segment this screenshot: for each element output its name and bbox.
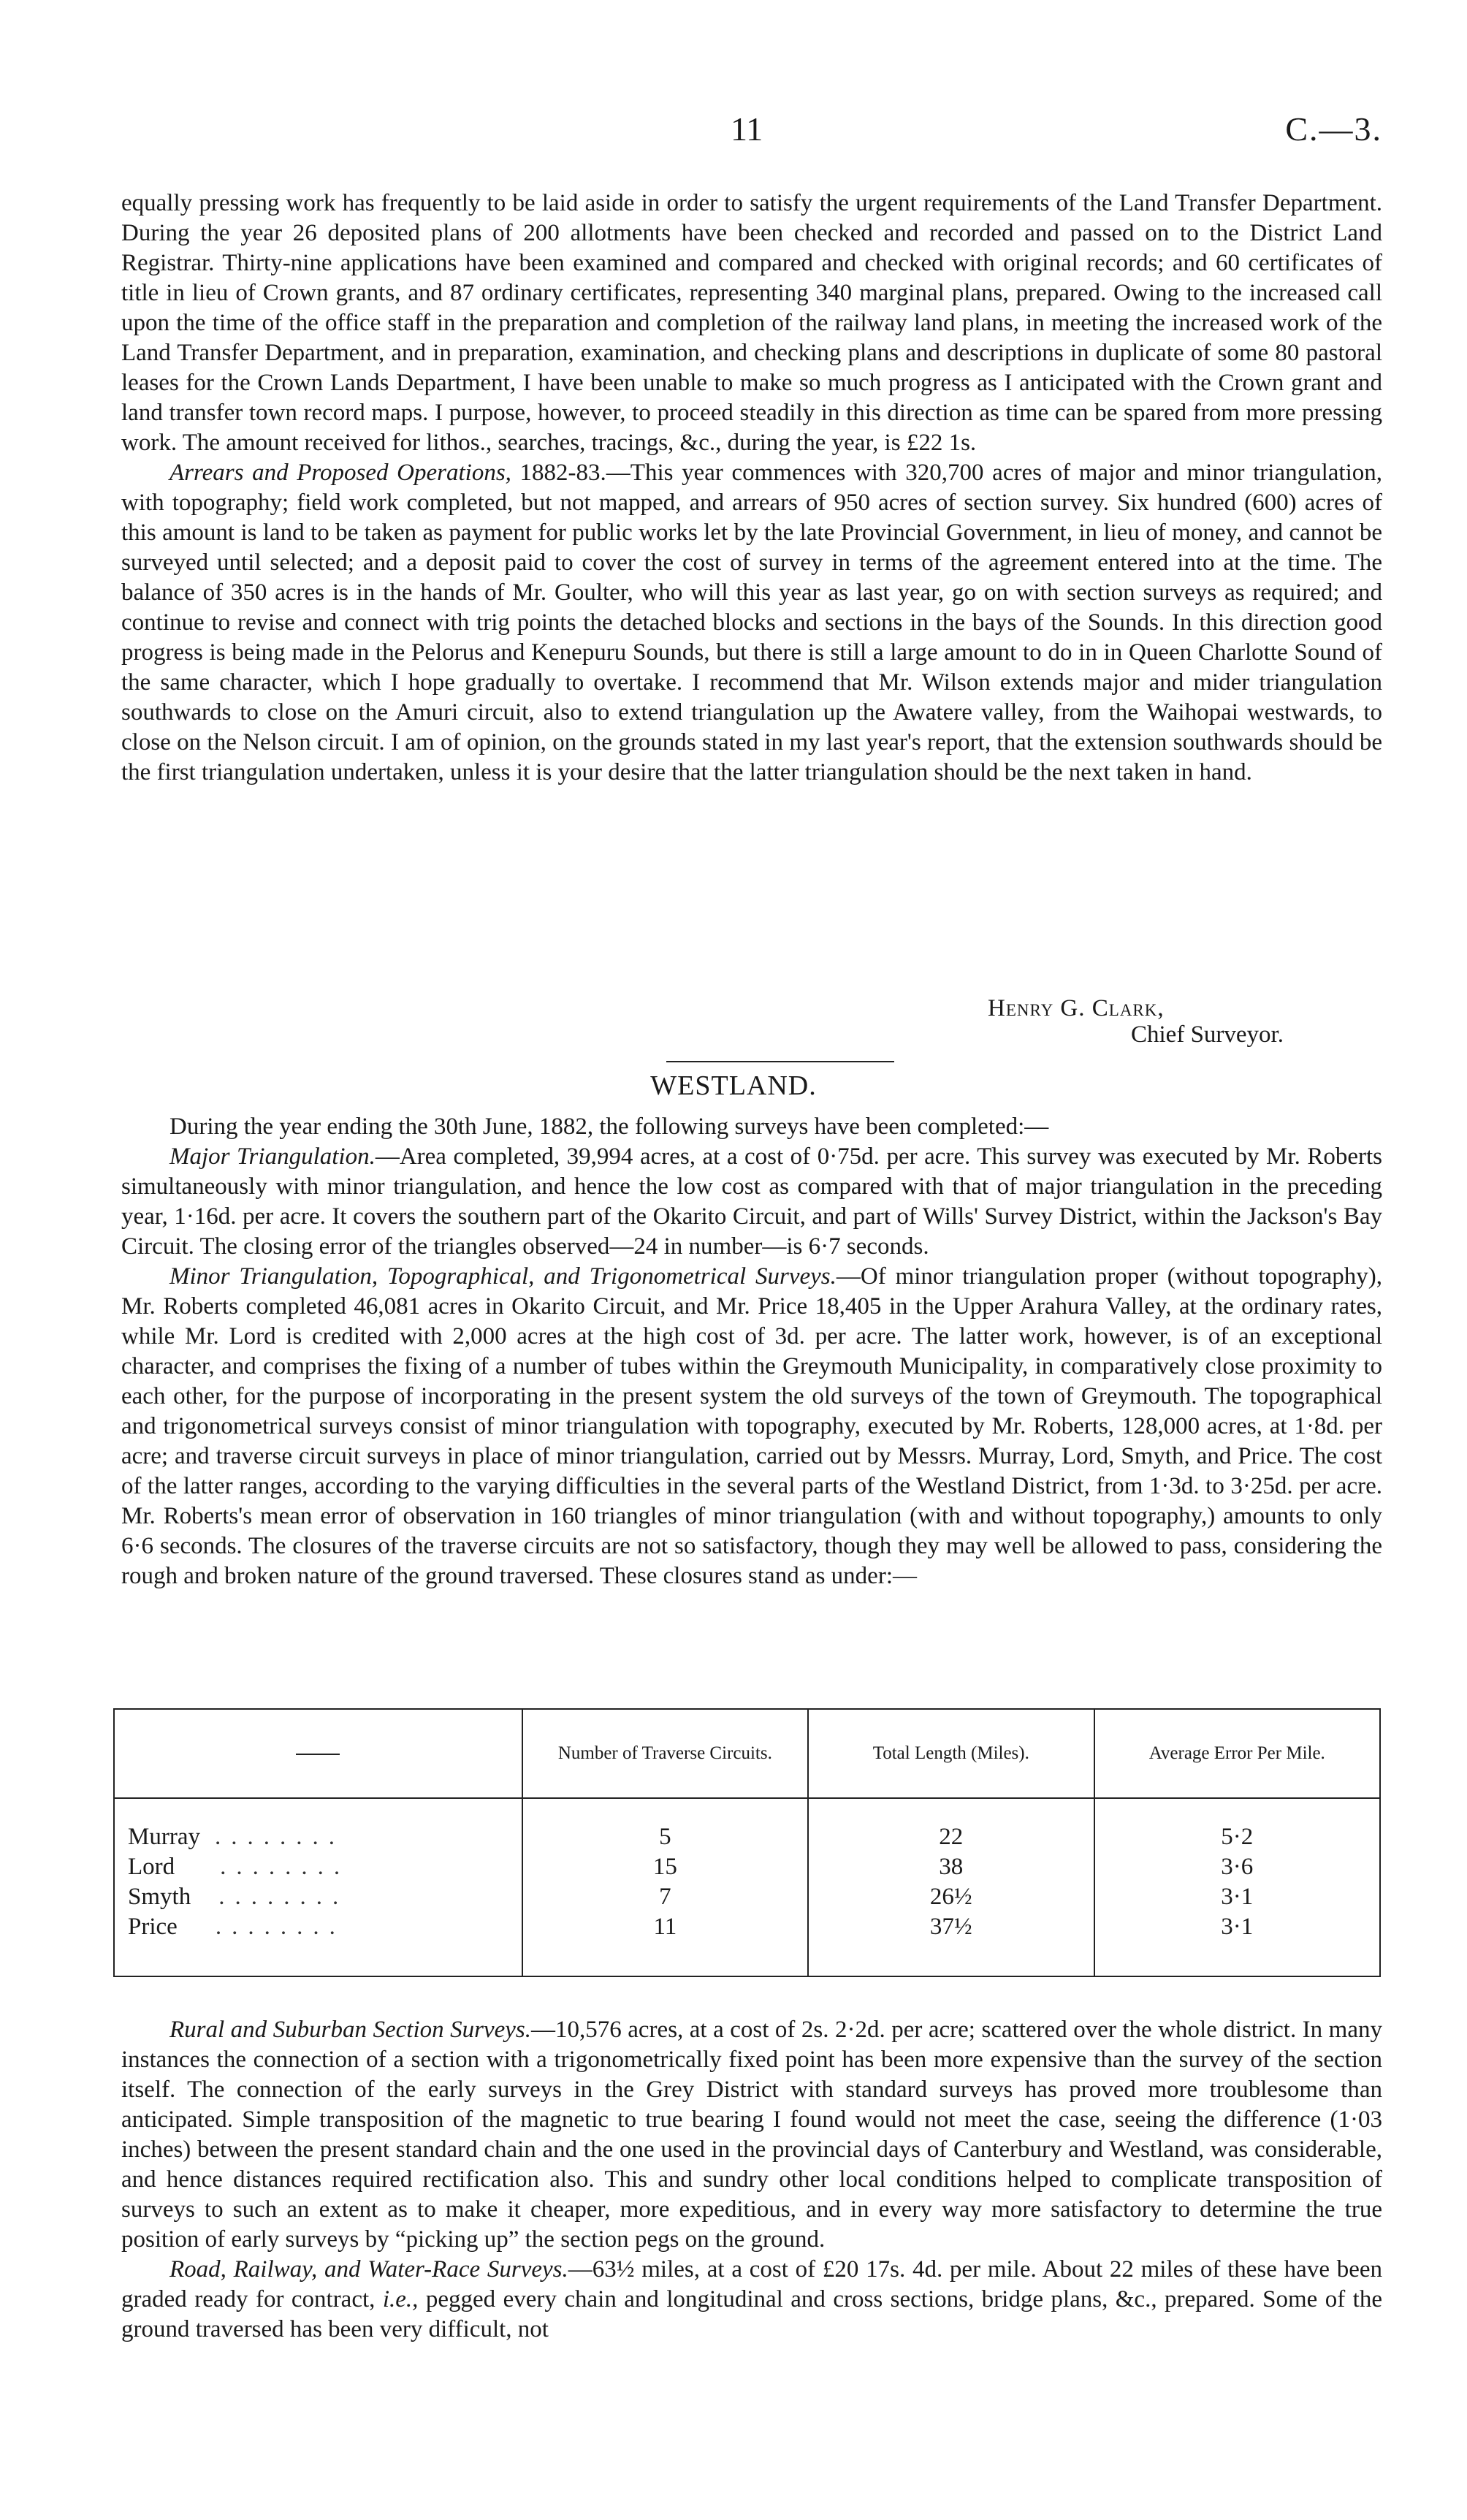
table-header-row xyxy=(114,1709,1380,1798)
error-cell: 3·6 xyxy=(1094,1852,1380,1882)
arrears-text: 1882-83.—This year commences with 320,700 acres of major and minor triangulation, with topography; field work completed, but not mapped, and arrears of 950 acres of section survey. Six hundred (600) acres of this amount is land to be taken as payment for public works let by the late Provincial Government, in lieu of money, and cannot be surveyed until selected; and a deposit paid to cover the cost of survey in terms of the agreement entered into at the time. The balance of 350 acres is in the hands of Mr. Goulter, who will this year as last year, go on with section surveys as required; and continue to revise and connect with trig points the detached blocks and sections in the bays of the Sounds. In this direction good progress is being made in the Pelorus and Kenepuru Sounds, but there is still a large amount to do in in Queen Charlotte Sound of the same character, which I hope gradually to overtake. I recommend that Mr. Wilson extends major and mider triangulation southwards to close on the Amuri circuit, also to extend triangulation up the Awatere valley, from the Waihopai westwards, to close on the Nelson circuit. I am of opinion, on the grounds stated in my last year's report, that the extension southwards should be the first triangulation undertaken, unless it is your desire that the latter triangulation should be the next taken in hand. xyxy=(121,460,1382,785)
arrears-paragraph xyxy=(121,458,1382,788)
table-header-circuits: Number of Traverse Circuits. xyxy=(522,1709,808,1798)
length-cell: 22 xyxy=(808,1822,1094,1852)
minor-heading: Minor Triangulation, Topographical, and Trigonometrical Surveys. xyxy=(169,1263,837,1290)
leader-dots: ........ xyxy=(220,1854,351,1880)
signature-title: Chief Surveyor. xyxy=(1131,1021,1284,1048)
section-divider xyxy=(666,1061,894,1062)
road-text-a: —63½ miles, at a cost of £20 17s. 4d. per mile. About 22 miles of these have been graded ready for contract, xyxy=(121,2256,1383,2312)
page-number: 11 xyxy=(731,110,763,148)
table-row xyxy=(114,1822,1380,1852)
length-cell: 38 xyxy=(808,1852,1094,1882)
error-cell: 3·1 xyxy=(1094,1912,1380,1976)
table-header-error: Average Error Per Mile. xyxy=(1094,1709,1380,1798)
body-text-lower xyxy=(121,2015,1382,2345)
table-row xyxy=(114,1912,1380,1976)
surveyor-name: Lord xyxy=(128,1854,175,1880)
road-heading: Road, Railway, and Water-Race Surveys. xyxy=(169,2256,568,2283)
body-text-upper xyxy=(121,189,1382,788)
circuits-cell: 15 xyxy=(522,1852,808,1882)
road-text-ie: i.e., xyxy=(382,2286,419,2312)
rural-text: —10,576 acres, at a cost of 2s. 2·2d. per acre; scattered over the whole district. In many instances the connection of a section with a trigonometrically fixed point has been more expensive than the survey of the section itself. The connection of the early surveys in the Grey District with standard surveys has proved more troublesome than anticipated. Simple transposition of the magnetic to true bearing I found would not meet the case, seeing the difference (1·03 inches) between the present standard chain and the one used in the provincial days of Canterbury and Westland, was considerable, and hence distances required rectification also. This and sundry other local conditions helped to complicate transposition of surveys to such an extent as to make it cheaper, more expeditious, and in every way more satisfactory to determine the true position of early surveys by “picking up” the section pegs on the ground. xyxy=(121,2017,1382,2253)
error-cell: 3·1 xyxy=(1094,1882,1380,1912)
arrears-heading: Arrears and Proposed Operations, xyxy=(169,460,511,486)
rural-heading: Rural and Suburban Section Surveys. xyxy=(169,2017,532,2043)
length-cell: 26½ xyxy=(808,1882,1094,1912)
westland-opening: During the year ending the 30th June, 1882, the following surveys have been completed:— xyxy=(169,1114,1049,1140)
leader-dots: ........ xyxy=(215,1914,346,1940)
table-header-blank xyxy=(114,1709,522,1798)
surveyor-name: Smyth xyxy=(128,1884,191,1910)
major-text: —Area completed, 39,994 acres, at a cost of 0·75d. per acre. This survey was executed by Mr. Roberts simultaneously with minor triangulation, and hence the low cost as compared with that of major triangulation in the preceding year, 1·16d. per acre. It covers the southern part of the Okarito Circuit, and part of Wills' Survey District, within the Jackson's Bay Circuit. The closing error of the triangles observed—24 in number—is 6·7 seconds. xyxy=(121,1143,1382,1260)
traverse-closures-table xyxy=(113,1708,1381,1977)
surveyor-name: Price xyxy=(128,1914,178,1940)
circuits-cell: 7 xyxy=(522,1882,808,1912)
table-row xyxy=(114,1882,1380,1912)
minor-triangulation-paragraph xyxy=(121,1262,1382,1591)
major-triangulation-paragraph xyxy=(121,1142,1382,1262)
circuits-cell: 11 xyxy=(522,1912,808,1976)
signature-name: Henry G. Clark, xyxy=(988,995,1165,1021)
road-text-b: pegged every chain and longitudinal and cross sections, bridge plans, &c., prepared. Some of the ground traversed has been very difficult, not xyxy=(121,2286,1383,2342)
leader-dots: ........ xyxy=(218,1884,349,1910)
error-cell: 5·2 xyxy=(1094,1822,1380,1852)
surveyor-name: Murray xyxy=(128,1824,200,1850)
circuits-cell: 5 xyxy=(522,1822,808,1852)
westland-heading: WESTLAND. xyxy=(650,1070,817,1101)
page-header xyxy=(0,110,1467,153)
body-text-westland xyxy=(121,1112,1382,1591)
table-header-length: Total Length (Miles). xyxy=(808,1709,1094,1798)
table-row xyxy=(114,1852,1380,1882)
intro-paragraph: equally pressing work has frequently to be laid aside in order to satisfy the urgent requirements of the Land Transfer Department. During the year 26 deposited plans of 200 allotments have been checked and recorded and passed on to the District Land Registrar. Thirty-nine applications have been examined and compared and checked with original records; and 60 certificates of title in lieu of Crown grants, and 87 ordinary certificates, representing 340 marginal plans, prepared. Owing to the increased call upon the time of the office staff in the preparation and completion of the railway land plans, in meeting the increased work of the Land Transfer Department, and in preparation, examination, and checking plans and descriptions in duplicate of some 80 pastoral leases for the Crown Lands Department, I have been unable to make so much progress as I anticipated with the Crown grant and land transfer town record maps. I purpose, however, to proceed steadily in this direction as time can be spared from more pressing work. The amount received for lithos., searches, tracings, &c., during the year, is £22 1s. xyxy=(121,190,1382,456)
document-code: C.—3. xyxy=(1285,110,1382,148)
leader-dots: ........ xyxy=(214,1824,345,1850)
road-paragraph xyxy=(121,2255,1382,2345)
table-spacer-row xyxy=(114,1798,1380,1822)
major-heading: Major Triangulation. xyxy=(169,1143,376,1170)
length-cell: 37½ xyxy=(808,1912,1094,1976)
header-dash xyxy=(296,1754,340,1755)
minor-text: —Of minor triangulation proper (without topography), Mr. Roberts completed 46,081 acres in Okarito Circuit, and Mr. Price 18,405 in the Upper Arahura Valley, at the ordinary rates, while Mr. Lord is credited with 2,000 acres at the high cost of 3d. per acre. The latter work, however, is of an exceptional character, and comprises the fixing of a number of tubes within the Greymouth Municipality, in comparatively close proximity to each other, for the purpose of incorporating in the present system the old surveys of the town of Greymouth. The topographical and trigonometrical surveys consist of minor triangulation with topography, executed by Mr. Roberts, 128,000 acres, at 1·8d. per acre; and traverse circuit surveys in place of minor triangulation, carried out by Messrs. Murray, Lord, Smyth, and Price. The cost of the latter ranges, according to the varying difficulties in the several parts of the Westland District, from 1·3d. to 3·25d. per acre. Mr. Roberts's mean error of observation in 160 triangles of minor triangulation (with and without topography,) amounts to only 6·6 seconds. The closures of the traverse circuits are not so satisfactory, though they may well be allowed to pass, considering the rough and broken nature of the ground traversed. These closures stand as under:— xyxy=(121,1263,1382,1589)
rural-paragraph xyxy=(121,2015,1382,2255)
